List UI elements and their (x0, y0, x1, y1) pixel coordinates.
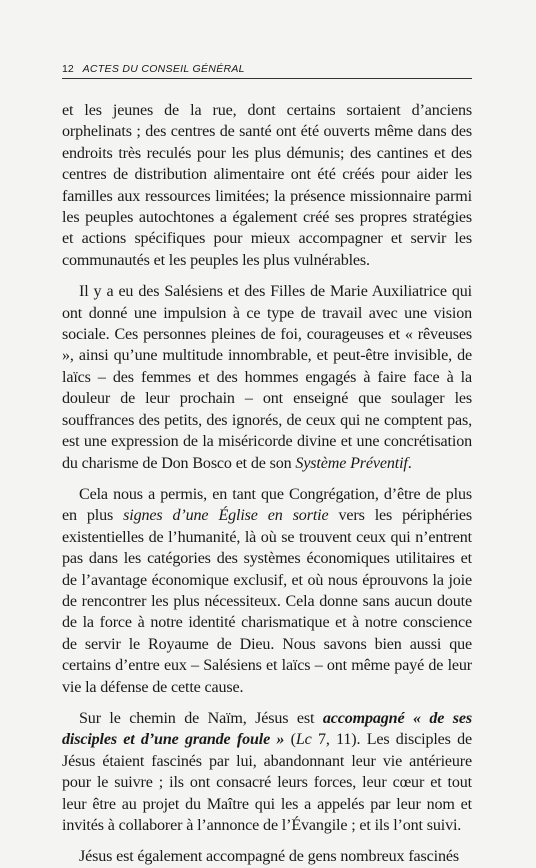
paragraph-3-italic-phrase: signes d’une Église en sortie (123, 507, 329, 525)
paragraph-1: et les jeunes de la rue, dont certains sortaient d’anciens orphelinats ; des centres de santé ont été ouverts même dans des endroits très reculés pour les plus démunis; des cantines et des centres de distribution alimentaire ont été créés pour aider les familles aux ressources limitées; la présence missionnaire parmi les peuples autochtones a également créé ses propres stratégies et actions spécifiques pour mieux accompagner et servir les communautés et les peuples les plus vulnérables. (62, 102, 472, 269)
paragraph-4 (62, 708, 472, 836)
paragraph-5: Jésus est également accompagné de gens nombreux fascinés (79, 848, 459, 866)
paragraph-2-text: Il y a eu des Salésiens et des Filles de Marie Auxiliatrice qui ont donné une impulsion à ce type de travail avec une vision sociale. Ces personnes pleines de foi, courageuses et « rêveuses », ainsi qu’une multitude innombrable, et peut-être invisible, de laïcs – des femmes et des hommes engagés à faire face à la douleur de leur prochain – ont enseigné que soulager les souffrances des petits, des ignorés, de ceux qui ne comptent pas, est une expression de la miséricorde divine et une concrétisation du charisme de Don Bosco et de son (62, 283, 472, 472)
paragraph-4-paren: ( (284, 731, 296, 749)
paragraph-3 (62, 484, 472, 698)
running-header (62, 63, 472, 79)
running-title: ACTES DU CONSEIL GÉNÉRAL (82, 63, 245, 75)
paragraph-4-start: Sur le chemin de Naïm, Jésus est (79, 709, 323, 727)
paragraph-3-rest: vers les périphéries existentielles de l’humanité, là où se trouvent ceux qui n’entrent pas dans les catégories des systèmes économiques utilitaires et de l’avantage économique exclusif, et où nous éprouvons la joie de rencontrer les plus nécessiteux. Cela donne sans aucun doute de la force à notre identité charismatique et à notre conscience de servir le Royaume de Dieu. Nous savons bien aussi que certains d’entre eux – Salésiens et laïcs – ont même payé de leur vie la défense de cette cause. (62, 507, 472, 696)
paragraph-4-ref-book: Lc (295, 731, 312, 749)
paragraph-3-start: Cela nous a permis, en tant que Congrégation, d’être de plus en plus (62, 485, 472, 525)
page-number: 12 (62, 63, 74, 75)
paragraph-4-rest: Les disciples de Jésus étaient fascinés par lui, abandonnant leur vie antérieure pour le suivre ; ils ont consacré leurs forces, leur cœur et tout leur être au projet du Maître qui les a appelés par leur nom et invités à collaborer à l’annonce de l’Évangile ; et ils l’ont suivi. (62, 731, 472, 834)
paragraph-4-ref-verse: 7, 11). (311, 731, 361, 749)
paragraph-2-end: . (407, 454, 412, 472)
paragraph-2 (62, 281, 472, 474)
body-text (62, 100, 472, 868)
paragraph-4-bold-italic-quote: accompagné « de ses disciples et d’une grande foule » (62, 709, 472, 749)
paragraph-2-italic-term: Système Préventif (295, 454, 408, 472)
